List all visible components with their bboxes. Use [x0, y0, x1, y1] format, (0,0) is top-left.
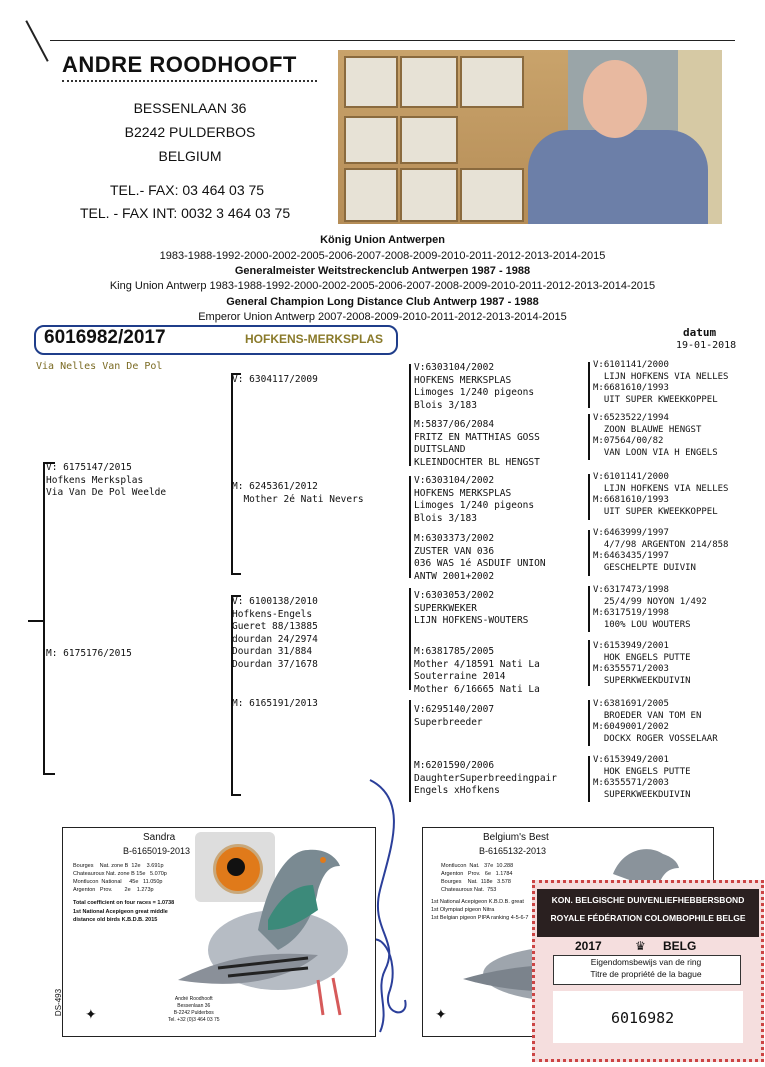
- bracket-gen2-sire: [231, 373, 233, 575]
- stamp-line-2: ROYALE FÉDÉRATION COLOMBOPHILE BELGE: [550, 913, 746, 923]
- stamp-text-fr: Titre de propriété de la bague: [590, 969, 702, 979]
- stamp-year: 2017: [575, 939, 602, 953]
- card1-ring: B-6165019-2013: [123, 846, 191, 856]
- loft-cage: [400, 116, 458, 164]
- bracket-gen4: [588, 362, 590, 408]
- gen3-entry-2: M:5837/06/2084 FRITZ EN MATTHIAS GOSS DUITSLAND KLEINDOCHTER BL HENGST: [414, 419, 540, 468]
- address-line-2: B2242 PULDERBOS: [124, 124, 256, 140]
- datum-value: 19-01-2018: [676, 340, 737, 351]
- gen3-entry-5: V:6303053/2002 SUPERKWEKER LIJN HOFKENS-WOUTERS: [414, 590, 529, 626]
- gen4-entry-4: V:6463999/1997 4/7/98 ARGENTON 214/858 M:6463435/1997 GESCHELPTE DUIVIN: [593, 528, 729, 573]
- card2-title: Belgium's Best: [483, 832, 549, 843]
- eagle-logo-icon: ✦: [435, 1006, 447, 1022]
- gen3-entry-3: V:6303104/2002 HOFKENS MERKSPLAS Limoges 1/240 pigeons Blois 3/183: [414, 475, 535, 524]
- bracket-gen4: [588, 474, 590, 520]
- bracket-gen4: [588, 586, 590, 632]
- gen4-entry-5: V:6317473/1998 25/4/99 NOYON 1/492 M:6317519/1998 100% LOU WOUTERS: [593, 585, 707, 630]
- card1-footer: André Roodhooft Bessenlaan 36 B-2242 Pulderbos Tel. +32 (0)3 464 03 75: [168, 996, 220, 1023]
- card2-award: 1st National Acepigeon K.B.D.B. great 1st Olympiad pigeon Nitra 1st Belgian pigeon PIPA ranking 4-5-6-7: [431, 899, 529, 921]
- title-line-5: General Champion Long Distance Club Antwerp 1987 - 1988: [226, 296, 539, 308]
- man-shirt: [528, 130, 708, 224]
- card1-award: 1st National Acepigeon great middle distance old birds K.B.D.B. 2015: [73, 909, 168, 923]
- sire-entry: V: 6175147/2015 Hofkens Merksplas Via Van De Pol Weelde: [46, 462, 167, 498]
- bracket-gen3: [409, 476, 411, 578]
- eagle-logo-icon: ✦: [85, 1006, 97, 1022]
- title-line-6: Emperor Union Antwerp 2007-2008-2009-2010-2011-2012-2013-2014-2015: [198, 311, 567, 323]
- card1-coefficient: Total coefficient on four races = 1.0738: [73, 900, 175, 906]
- card1-title: Sandra: [143, 832, 176, 843]
- loft-cage: [400, 168, 458, 222]
- pigeon-card-sandra: [54, 827, 376, 1037]
- gen3-entry-4: M:6303373/2002 ZUSTER VAN 036 036 WAS 1é ASDUIF UNION ANTW 2001+2002: [414, 533, 546, 582]
- phone-line: TEL.- FAX: 03 464 03 75: [110, 182, 265, 198]
- stamp-text-nl: Eigendomsbewijs van de ring: [590, 957, 702, 967]
- ownership-certificate: [532, 880, 764, 1062]
- origin-breeder: HOFKENS-MERKSPLAS: [245, 332, 384, 346]
- loft-cage: [460, 56, 524, 108]
- stamp-ring-number: 6016982: [611, 1009, 675, 1027]
- phone-international: TEL. - FAX INT: 0032 3 464 03 75: [80, 205, 291, 221]
- bracket-tick: [43, 773, 55, 775]
- breeder-photo: [338, 50, 722, 224]
- name-underline: [62, 80, 317, 82]
- card2-results: Montlucon Nat. 37e 10.288 Argenton Prov. 6e 1.1784 Bourges Nat. 118e 3.578 Chateauroux Nat. 753: [441, 863, 514, 893]
- bracket-gen3: [409, 364, 411, 466]
- bracket-gen4: [588, 530, 590, 576]
- dam-entry: M: 6175176/2015: [46, 648, 132, 659]
- gen4-entry-3: V:6101141/2000 LIJN HOFKENS VIA NELLES M:6681610/1993 UIT SUPER KWEEKKOPPEL: [593, 472, 729, 517]
- loft-cage: [344, 56, 398, 108]
- gen4-entry-8: V:6153949/2001 HOK ENGELS PUTTE M:6355571/2003 SUPERKWEEKDUIVIN: [593, 755, 691, 800]
- gen3-entry-8: M:6201590/2006 DaughterSuperbreedingpair Engels xHofkens: [414, 760, 557, 796]
- gen4-entry-7: V:6381691/2005 BROEDER VAN TOM EN M:6049001/2002 DOCKX ROGER VOSSELAAR: [593, 699, 718, 744]
- bracket-tick: [231, 573, 241, 575]
- bracket-gen4: [588, 414, 590, 460]
- gen4-entry-1: V:6101141/2000 LIJN HOFKENS VIA NELLES M:6681610/1993 UIT SUPER KWEEKKOPPEL: [593, 360, 729, 405]
- root-connector: [28, 620, 44, 622]
- bracket-gen3: [409, 588, 411, 690]
- loft-cage: [460, 168, 524, 222]
- loft-cage: [344, 116, 398, 164]
- grandsire-paternal: V: 6304117/2009: [232, 374, 318, 385]
- crown-icon: ♛: [635, 939, 646, 953]
- grandsire-maternal: V: 6100138/2010 Hofkens-Engels Gueret 88/13885 dourdan 24/2974 Dourdan 31/884 Dourdan 37/1678: [232, 596, 318, 670]
- bracket-gen4: [588, 700, 590, 746]
- bracket-gen4: [588, 640, 590, 686]
- loft-cage: [400, 56, 458, 108]
- pigeon-illustration: [118, 830, 358, 1030]
- loft-cage: [344, 168, 398, 222]
- address-country: BELGIUM: [158, 148, 222, 164]
- ring-number: 6016982/2017: [44, 327, 166, 348]
- datum-label: datum: [683, 326, 717, 339]
- top-rule: [50, 40, 735, 41]
- card1-side-code: DS-493: [54, 988, 64, 1017]
- stamp-line-1: KON. BELGISCHE DUIVENLIEFHEBBERSBOND: [551, 895, 745, 905]
- title-line-2: 1983-1988-1992-2000-2002-2005-2006-2007-2008-2009-2010-2011-2012-2013-2014-2015: [159, 250, 606, 262]
- gen3-entry-7: V:6295140/2007 Superbreeder: [414, 704, 495, 728]
- stamp-country: BELG: [663, 939, 697, 953]
- corner-slash: [25, 20, 48, 62]
- granddam-paternal: M: 6245361/2012 Mother 2é Nati Nevers: [232, 481, 364, 505]
- address-line-1: BESSENLAAN 36: [133, 100, 247, 116]
- granddam-maternal: M: 6165191/2013: [232, 698, 318, 709]
- gen4-entry-6: V:6153949/2001 HOK ENGELS PUTTE M:6355571/2003 SUPERKWEEKDUIVIN: [593, 641, 691, 686]
- gen3-entry-1: V:6303104/2002 HOFKENS MERKSPLAS Limoges 1/240 pigeons Blois 3/183: [414, 362, 535, 411]
- bracket-gen4: [588, 756, 590, 802]
- bracket-gen1: [43, 462, 45, 774]
- breeder-name: ANDRE ROODHOOFT: [62, 52, 297, 77]
- gen3-entry-6: M:6381785/2005 Mother 4/18591 Nati La Souterraine 2014 Mother 6/16665 Nati La: [414, 646, 540, 695]
- bracket-tick: [231, 794, 241, 796]
- man-head: [583, 60, 647, 138]
- title-line-1: König Union Antwerpen: [320, 234, 445, 246]
- title-line-4: King Union Antwerp 1983-1988-1992-2000-2002-2005-2006-2007-2008-2009-2010-2011-2012-2013-2014-2015: [109, 280, 656, 292]
- gen4-entry-2: V:6523522/1994 ZOON BLAUWE HENGST M:07564/00/82 VAN LOON VIA H ENGELS: [593, 413, 718, 458]
- card1-results: Bourges Nat. zone B 12e 3.691p Chateauroux Nat. zone B 15e 5.070p Montlucon National 45e 11.050p Argenton Prov. 2e 1.273p: [73, 863, 167, 893]
- card2-ring: B-6165132-2013: [479, 846, 547, 856]
- title-line-3: Generalmeister Weitstreckenclub Antwerpen 1987 - 1988: [234, 265, 531, 277]
- via-note: Via Nelles Van De Pol: [36, 361, 163, 372]
